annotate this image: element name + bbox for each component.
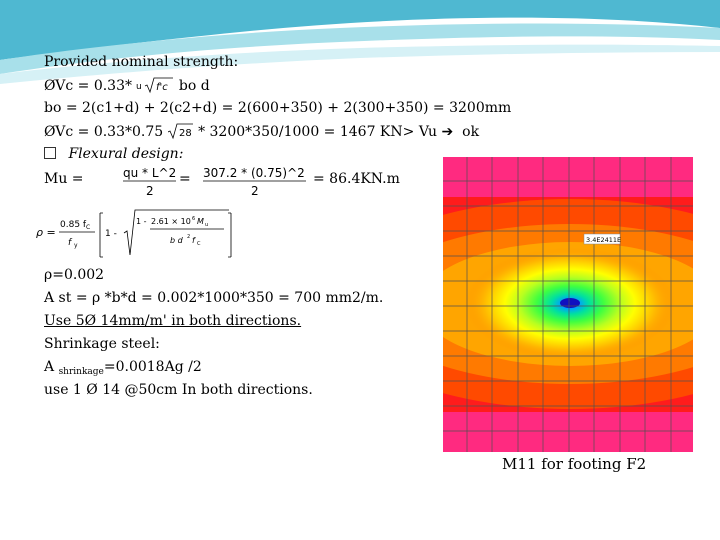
figure-caption: M11 for footing F2: [502, 455, 647, 473]
mu-formula-image: [121, 165, 179, 199]
rho-num: 0.85 f: [60, 220, 87, 230]
mu-formula-den: 2: [146, 184, 154, 198]
rho-fy-sub: y: [74, 242, 78, 249]
line-flexural-design: Flexural design:: [44, 145, 183, 163]
line-mu: Mu =: [44, 171, 88, 187]
line-phi-vc-formula: ØVc = 0.33* u f'c bo d: [44, 78, 210, 94]
rho-formula-image: [34, 205, 234, 261]
line-bo-calc: bo = 2(c1+d) + 2(c2+d) = 2(600+350) + 2(300+350) = 3200mm: [44, 100, 512, 116]
rho-mu-sub: u: [205, 222, 209, 228]
line-a-shrinkage: A $_{shrinkage}$=0.0018Ag /2: [44, 359, 202, 377]
rho-fc-sub: C: [86, 224, 91, 231]
rho-one-minus-inner: 1 -: [136, 217, 147, 226]
contour-label-text: 3.4E2411E: [586, 236, 622, 244]
moment-contour-figure: [443, 157, 693, 452]
line-shrinkage-steel: Shrinkage steel:: [44, 336, 160, 352]
rho-inner-num: 2.61 × 10: [151, 217, 191, 226]
rho-inner-fc-sub: C: [197, 241, 201, 247]
contour-centre: [560, 298, 580, 308]
line-rho: ρ=0.002: [44, 267, 105, 283]
line-provided-strength: Provided nominal strength:: [44, 54, 239, 70]
rho-inner-fc: f: [192, 236, 195, 245]
line-phi-vc-result: ØVc = 0.33*0.75 28 * 3200*350/1000 = 1467 KN> Vu ➔ ok: [44, 124, 480, 140]
mu-numeric-den: 2: [251, 184, 259, 198]
line-mu-result: = 86.4KN.m: [313, 171, 400, 187]
line-use-1-bar: use 1 Ø 14 @50cm In both directions.: [44, 382, 313, 398]
rho-inner-den: b d: [170, 236, 183, 245]
sqrt-fc-equation: [136, 76, 174, 94]
sqrt-28-equation: [168, 122, 194, 140]
mu-numeric-image: [200, 165, 310, 199]
line-use-bars: Use 5Ø 14mm/m' in both directions.: [44, 313, 302, 329]
bullet-box-icon: [44, 147, 56, 159]
line-mu-equals: =: [179, 171, 191, 187]
sqrt-prefix: u: [136, 82, 143, 92]
rho-d-exp: 2: [187, 234, 191, 240]
contour-label-box: [584, 234, 621, 244]
sqrt-28-text: 28: [178, 128, 192, 139]
rho-symbol: ρ =: [36, 226, 56, 239]
rho-exp: 6: [192, 216, 196, 222]
sqrt-fc-text: f'c: [156, 82, 169, 93]
mu-numeric-num: 307.2 * (0.75)^2: [203, 166, 305, 180]
mu-formula-num: qu * L^2: [123, 166, 177, 180]
rho-mu: M: [197, 217, 204, 226]
rho-one-minus: 1 -: [105, 229, 117, 239]
line-ast: A st = ρ *b*d = 0.002*1000*350 = 700 mm2/m.: [44, 290, 384, 306]
right-arrow-icon: ➔: [441, 124, 454, 140]
rho-den: f: [68, 238, 72, 248]
